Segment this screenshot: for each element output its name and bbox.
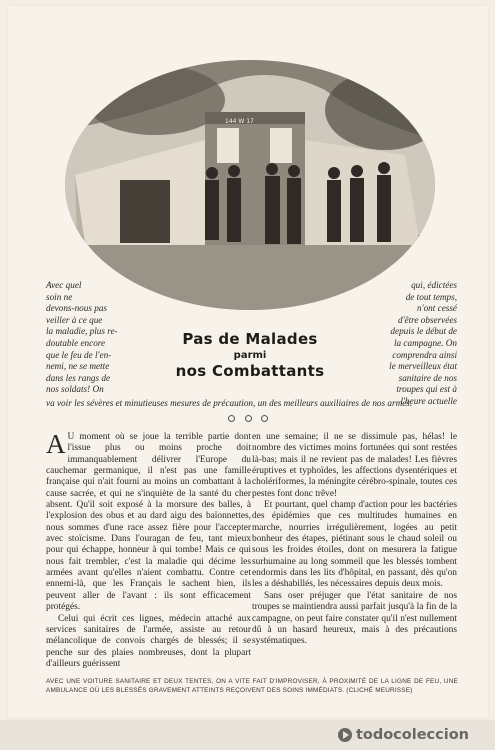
play-circle-icon: [338, 728, 352, 742]
intro-line: comprendra ainsi: [392, 349, 457, 360]
intro-line: qui, édictées: [411, 280, 457, 290]
paragraph: [46, 429, 251, 614]
intro-line: devons-nous pas: [46, 303, 107, 314]
intro-left: [46, 280, 158, 396]
intro-line: depuis le début de: [390, 326, 457, 337]
watermark: [338, 724, 469, 746]
intro-line: soin ne: [46, 291, 73, 302]
ambulance-tent-photo: [65, 60, 435, 310]
title-line-2: parmi: [233, 350, 267, 361]
intro-line: n'ont cessé: [417, 303, 457, 314]
intro-line: dans les rangs de: [46, 372, 111, 383]
intro-bottom: va voir les sévères et minutieuses mesures de précaution, un des meilleurs auxiliaires de nos armes.: [46, 398, 413, 408]
divider-dot: [228, 415, 235, 422]
article-title: [150, 330, 350, 380]
column-left: [46, 429, 251, 670]
intro-line: sanitaire de nos: [398, 372, 457, 383]
paragraph: en une semaine; il ne se dissimule pas, hélas! le nombre des victimes moins fortunées qui sont restées là-bas; mais il ne revient pas de malades! Les fièvres éruptives et typhoïdes, les affections dysentériques et cholériformes, la méningite cérébro-spinale, toutes ces pestes font donc trêve!: [252, 432, 457, 499]
paragraph: Celui qui écrit ces lignes, médecin attaché aux services sanitaires de l'armée, assiste au retour mélancolique de convois chargés de blessés; il se penche sur des plaies nombreuses, dont la plupart d'ailleurs guérissent: [46, 613, 251, 669]
intro-line: d'être observées: [397, 314, 457, 325]
intro-line: troupes qui est à: [396, 384, 457, 395]
intro-line: veiller à ce que: [46, 314, 103, 325]
ambulance-sign: 144 W 17: [225, 118, 254, 125]
intro-line: Avec quel: [46, 280, 82, 290]
paragraph: Sans oser préjuger que l'état sanitaire de nos troupes se maintiendra aussi parfait jusqu'à la fin de la campagne, on peut faire constater qu'il n'est nullement dû à un hasard heureux, mais à des précautions systématiques.: [252, 590, 457, 647]
intro-line: l'heure actuelle: [400, 395, 457, 406]
divider-dot: [245, 415, 252, 422]
intro-line: que le feu de l'en-: [46, 349, 112, 360]
intro-line: la maladie, plus re-: [46, 326, 118, 337]
column-right: [252, 432, 457, 648]
drop-cap: A: [46, 429, 66, 459]
intro-line: la campagne. On: [393, 337, 457, 348]
divider-dot: [261, 415, 268, 422]
article-photo: [65, 60, 435, 310]
intro-right: [345, 280, 457, 408]
paragraph: Et pourtant, quel champ d'action pour les bactéries des épidémies que ces multitudes humaines en marche, nourries irrégulièrement, logées au petit bonheur des étapes, piétinant sous le chaud soleil ou sous les froides étoiles, dont on mesurera la fatigue surhumaine au long sommeil que les blessés tombent endormis dans les lits d'hôpital, en passant, dès qu'on les a déshabillés, les nécessaires depuis deux mois.: [252, 500, 457, 590]
paragraph-text: U moment où se joue la terrible partie dont l'issue plus ou moins proche doit immanquablement délivrer l'Europe du cauchemar germanique, il n'est pas une famille française qui n'ait fourni au moins un combattant à la cause sacrée, et qui ne s'inquiète de la santé du cher absent. Qu'il soit exposé à la morsure des balles, à l'explosion des obus et au dard aigu des baïonnettes, nous sommes d'une race assez fière pour l'accepter avec stoïcisme. Dans l'ouragan de feu, tant mieux pour qui échappe, honneur à qui tombe! Mais ce qui nous fait trembler, c'est la maladie qui décime les armées avant qu'elles n'aient combattu. Contre cet ennemi-là, que les Français le sachent bien, ils peuvent aller de l'avant : ils sont efficacement protégés.: [46, 432, 251, 613]
watermark-text: todocoleccion: [355, 727, 469, 743]
title-line-3: nos Combattants: [175, 362, 325, 380]
photo-caption: AVEC UNE VOITURE SANITAIRE ET DEUX TENTES, ON A VITE FAIT D'IMPROVISER, À PROXIMITÉ DE LA LIGNE DE FEU, UNE AMBULANCE OÙ LES BLESSÉS GRAVEMENT ATTEINTS REÇOIVENT DES SOINS IMMÉDIATS. (CLICHÉ MEURISSE): [46, 678, 458, 694]
intro-line: le merveilleux état: [389, 361, 457, 372]
title-line-1: Pas de Malades: [182, 330, 318, 348]
intro-line: nos soldats! On: [46, 384, 104, 395]
intro-line: doutable encore: [46, 337, 106, 348]
intro-line: de tout temps,: [405, 291, 457, 302]
section-divider-dots: [228, 415, 268, 425]
intro-line: nemi, ne se mette: [46, 361, 110, 372]
